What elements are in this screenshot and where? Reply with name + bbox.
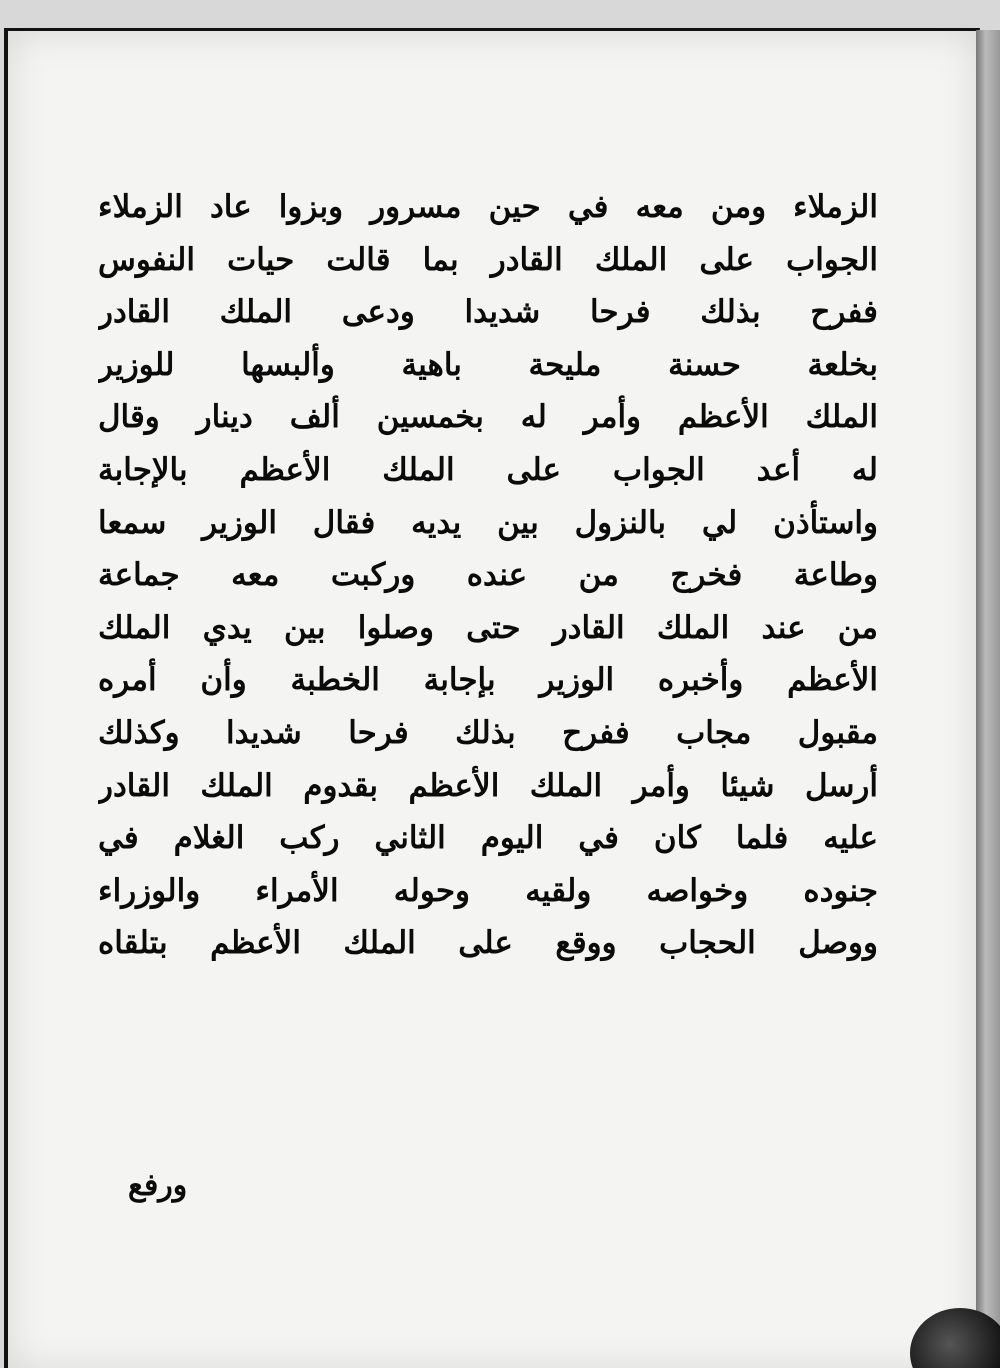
text-line: الأعظم وأخبره الوزير بإجابة الخطبة وأن أمره (98, 662, 878, 699)
text-block (98, 181, 878, 970)
text-line: له أعد الجواب على الملك الأعظم بالإجابة (98, 451, 878, 488)
text-line: أرسل شيئا وأمر الملك الأعظم بقدوم الملك القادر (98, 767, 878, 804)
text-line: الزملاء ومن معه في حين مسرور وبزوا عاد الزملاء (98, 189, 878, 225)
book-spine-edge (976, 30, 1000, 1368)
text-line: عليه فلما كان في اليوم الثاني ركب الغلام في (98, 820, 878, 857)
text-line: ووصل الحجاب ووقع على الملك الأعظم بتلقاه (98, 925, 878, 962)
text-line: الجواب على الملك القادر بما قالت حيات النفوس (98, 241, 878, 278)
text-line: واستأذن لي بالنزول بين يديه فقال الوزير سمعا (98, 504, 878, 541)
text-line: الملك الأعظم وأمر له بخمسين ألف دينار وقال (98, 399, 878, 436)
text-line: ففرح بذلك فرحا شديدا ودعى الملك القادر (98, 294, 878, 331)
text-line: بخلعة حسنة مليحة باهية وألبسها للوزير (98, 346, 878, 383)
text-line: جنوده وخواصه ولقيه وحوله الأمراء والوزراء (98, 872, 878, 909)
catchword: ورفع (128, 1168, 188, 1203)
text-line: من عند الملك القادر حتى وصلوا بين يدي الملك (98, 609, 878, 646)
text-line: مقبول مجاب ففرح بذلك فرحا شديدا وكذلك (98, 714, 878, 751)
text-line: وطاعة فخرج من عنده وركبت معه جماعة (98, 557, 878, 594)
